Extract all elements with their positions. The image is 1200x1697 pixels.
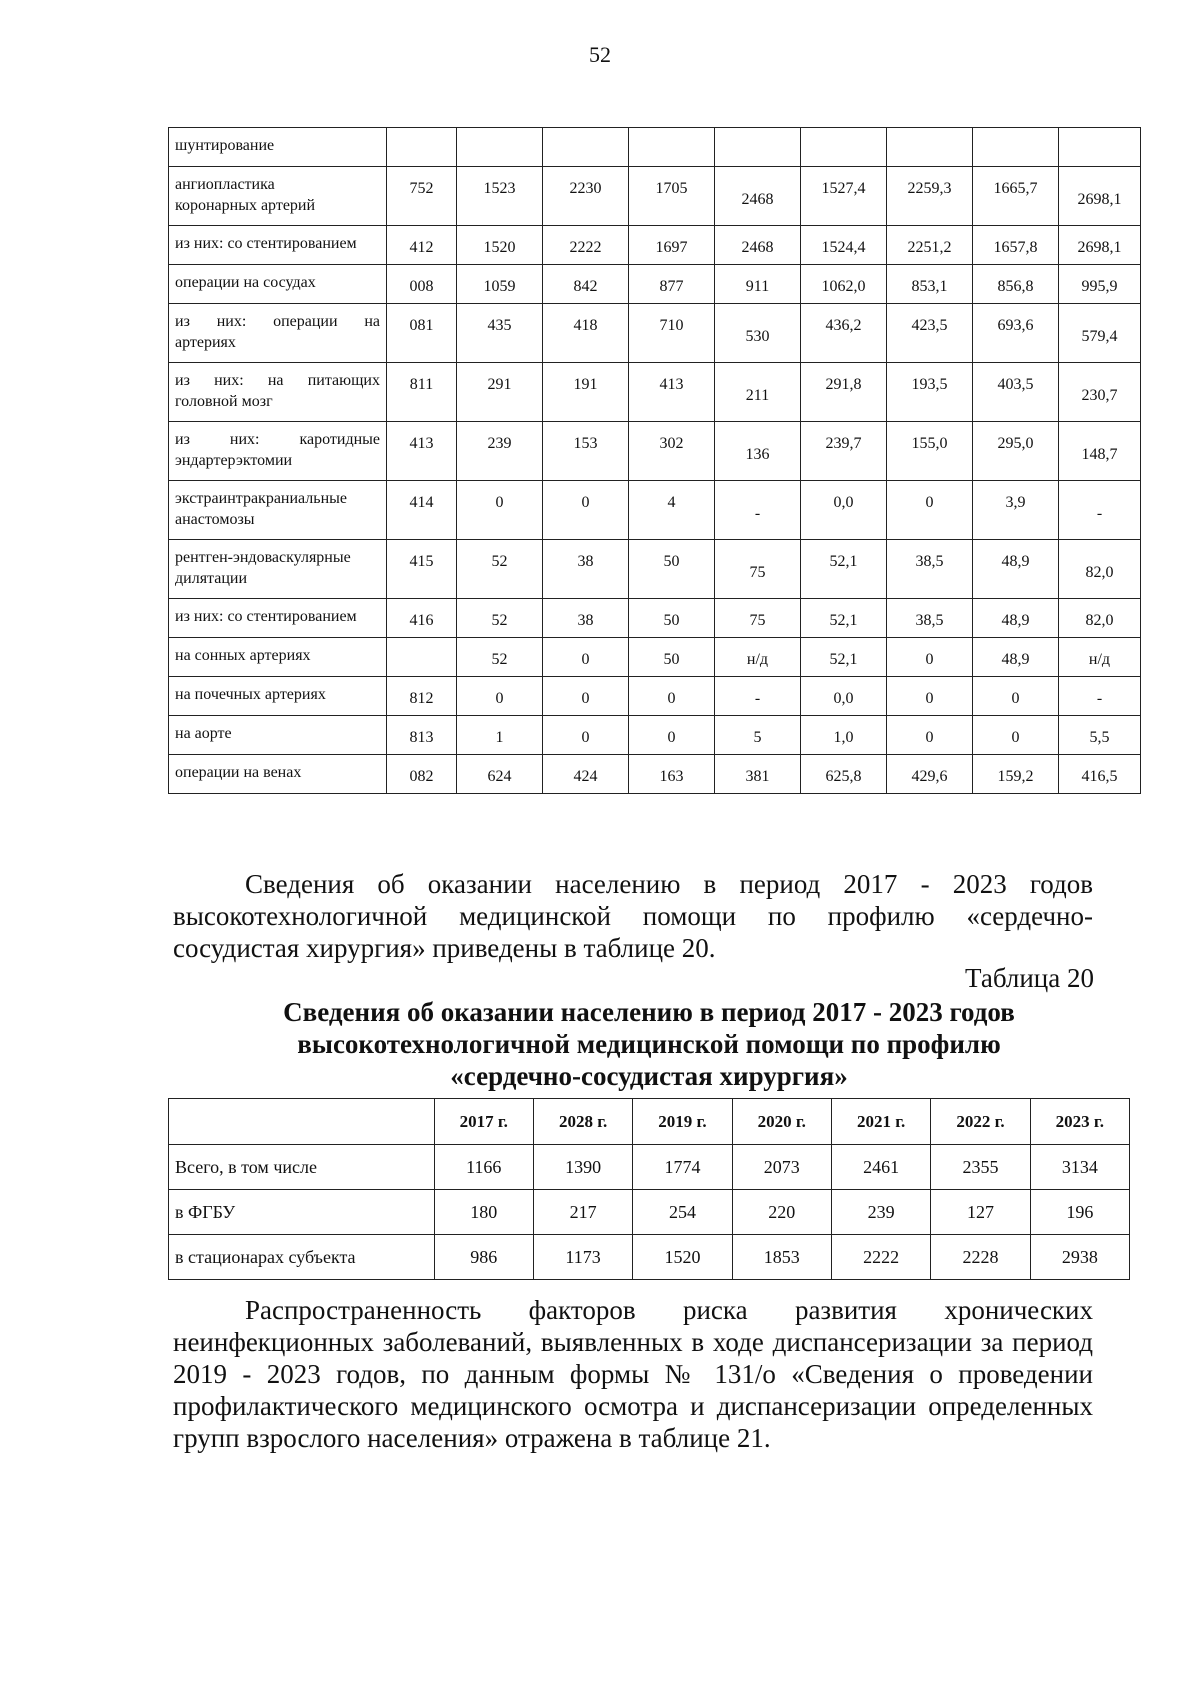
table20-title-line: высокотехнологичной медицинской помощи по профилю bbox=[297, 1029, 1001, 1059]
table20-title bbox=[168, 996, 1130, 1092]
table-cell: 75 bbox=[715, 540, 801, 599]
table-cell: 812 bbox=[387, 677, 457, 716]
table-cell: 0 bbox=[457, 481, 543, 540]
table-cell: 1520 bbox=[457, 226, 543, 265]
table-cell: 877 bbox=[629, 265, 715, 304]
table-cell: н/д bbox=[715, 638, 801, 677]
table-cell bbox=[387, 128, 457, 167]
table-cell: 813 bbox=[387, 716, 457, 755]
table-cell: 1520 bbox=[633, 1235, 732, 1280]
table-cell: 624 bbox=[457, 755, 543, 794]
table-cell: 180 bbox=[434, 1190, 533, 1235]
table-cell: 579,4 bbox=[1059, 304, 1141, 363]
table-cell bbox=[715, 128, 801, 167]
table-cell: 3134 bbox=[1030, 1145, 1129, 1190]
table-cell: 52 bbox=[457, 540, 543, 599]
table-cell: 0 bbox=[543, 481, 629, 540]
table20-header-cell: 2017 г. bbox=[434, 1099, 533, 1145]
table-cell: 48,9 bbox=[973, 540, 1059, 599]
table-cell: 48,9 bbox=[973, 599, 1059, 638]
row-label bbox=[169, 363, 387, 422]
table-cell: 081 bbox=[387, 304, 457, 363]
table-cell: 291 bbox=[457, 363, 543, 422]
table-cell: 295,0 bbox=[973, 422, 1059, 481]
row-label: Всего, в том числе bbox=[169, 1145, 435, 1190]
table-cell: 1527,4 bbox=[801, 167, 887, 226]
table-cell: 5,5 bbox=[1059, 716, 1141, 755]
table-cell: 239 bbox=[831, 1190, 930, 1235]
table-cell: 191 bbox=[543, 363, 629, 422]
table-cell: 52,1 bbox=[801, 599, 887, 638]
table-cell: 1523 bbox=[457, 167, 543, 226]
table20-title-line: Сведения об оказании населению в период 2017 - 2023 годов bbox=[283, 997, 1015, 1027]
table-cell: 48,9 bbox=[973, 638, 1059, 677]
row-label: в стационарах субъекта bbox=[169, 1235, 435, 1280]
table-cell: 239,7 bbox=[801, 422, 887, 481]
table-cell bbox=[629, 128, 715, 167]
table-cell: 2938 bbox=[1030, 1235, 1129, 1280]
table-cell: 1,0 bbox=[801, 716, 887, 755]
row-label: на сонных артериях bbox=[169, 638, 387, 677]
table-row bbox=[169, 304, 1141, 363]
table-cell: - bbox=[1059, 677, 1141, 716]
paragraph-table20-intro bbox=[173, 868, 1093, 964]
table-cell: 435 bbox=[457, 304, 543, 363]
table-row bbox=[169, 128, 1141, 167]
table-cell: 0 bbox=[543, 677, 629, 716]
row-label-line: рентген-эндоваскулярные bbox=[175, 549, 351, 566]
table-cell: 693,6 bbox=[973, 304, 1059, 363]
table-cell: 1853 bbox=[732, 1235, 831, 1280]
table-cell: 254 bbox=[633, 1190, 732, 1235]
table-cell: 0 bbox=[543, 716, 629, 755]
table-cell: 50 bbox=[629, 599, 715, 638]
table-cell: 2355 bbox=[931, 1145, 1030, 1190]
table-row bbox=[169, 481, 1141, 540]
table-cell: 842 bbox=[543, 265, 629, 304]
table-cell: 423,5 bbox=[887, 304, 973, 363]
table-cell: 2468 bbox=[715, 226, 801, 265]
table-row bbox=[169, 677, 1141, 716]
table-row bbox=[169, 599, 1141, 638]
surgery-continuation-table bbox=[168, 127, 1141, 794]
table-cell: 1062,0 bbox=[801, 265, 887, 304]
row-label-line: из них: каротидные bbox=[175, 431, 380, 448]
table-cell: 412 bbox=[387, 226, 457, 265]
table20 bbox=[168, 1098, 1130, 1280]
table20-header-cell: 2023 г. bbox=[1030, 1099, 1129, 1145]
table-cell: 5 bbox=[715, 716, 801, 755]
table-cell: 38 bbox=[543, 599, 629, 638]
row-label-line: экстраинтракраниальные bbox=[175, 490, 347, 507]
table-cell: 38,5 bbox=[887, 540, 973, 599]
table-cell: 0 bbox=[973, 716, 1059, 755]
table-cell: 50 bbox=[629, 540, 715, 599]
table-cell: 0 bbox=[629, 716, 715, 755]
table20-header-cell: 2022 г. bbox=[931, 1099, 1030, 1145]
table-cell: 413 bbox=[629, 363, 715, 422]
table-cell: 2461 bbox=[831, 1145, 930, 1190]
table-cell bbox=[887, 128, 973, 167]
table-cell: 911 bbox=[715, 265, 801, 304]
table-cell: 429,6 bbox=[887, 755, 973, 794]
table-cell: 52,1 bbox=[801, 540, 887, 599]
table-cell: 403,5 bbox=[973, 363, 1059, 422]
table-cell: 0 bbox=[543, 638, 629, 677]
table-cell: 1774 bbox=[633, 1145, 732, 1190]
table-cell: 1665,7 bbox=[973, 167, 1059, 226]
row-label: операции на сосудах bbox=[169, 265, 387, 304]
table20-header-row bbox=[169, 1099, 1130, 1145]
table-cell: 220 bbox=[732, 1190, 831, 1235]
row-label-line: головной мозг bbox=[175, 393, 273, 410]
paragraph-table21-intro bbox=[173, 1294, 1093, 1454]
table-cell: 1166 bbox=[434, 1145, 533, 1190]
table-cell: 1 bbox=[457, 716, 543, 755]
table-cell: 856,8 bbox=[973, 265, 1059, 304]
table-row bbox=[169, 167, 1141, 226]
table-row bbox=[169, 1235, 1130, 1280]
table-cell: 414 bbox=[387, 481, 457, 540]
row-label: на аорте bbox=[169, 716, 387, 755]
table20-header-cell bbox=[169, 1099, 435, 1145]
row-label-line: эндартерэктомии bbox=[175, 452, 293, 469]
table-cell: 2259,3 bbox=[887, 167, 973, 226]
table-cell: 163 bbox=[629, 755, 715, 794]
table-cell: 416,5 bbox=[1059, 755, 1141, 794]
row-label: из них: со стентированием bbox=[169, 226, 387, 265]
table-cell: 418 bbox=[543, 304, 629, 363]
table-row bbox=[169, 1190, 1130, 1235]
table-cell: 0 bbox=[887, 481, 973, 540]
table-cell: 530 bbox=[715, 304, 801, 363]
paragraph-text: Сведения об оказании населению в период 2017 - 2023 годов высокотехнологичной медицинской помощи по профилю «сердечно-сосудистая хирургия» приведены в таблице 20. bbox=[173, 869, 1093, 963]
table-cell: 0 bbox=[887, 677, 973, 716]
table-cell: 38 bbox=[543, 540, 629, 599]
table20-header-cell: 2028 г. bbox=[533, 1099, 632, 1145]
row-label-line: коронарных артерий bbox=[175, 197, 316, 214]
table-cell: 50 bbox=[629, 638, 715, 677]
table-cell bbox=[801, 128, 887, 167]
row-label bbox=[169, 304, 387, 363]
row-label-line: дилятации bbox=[175, 570, 248, 587]
table-cell: 424 bbox=[543, 755, 629, 794]
table-cell: 1657,8 bbox=[973, 226, 1059, 265]
table-cell: 155,0 bbox=[887, 422, 973, 481]
table-cell: 811 bbox=[387, 363, 457, 422]
table-cell: 159,2 bbox=[973, 755, 1059, 794]
table-cell bbox=[457, 128, 543, 167]
table-row bbox=[169, 265, 1141, 304]
table-cell: 3,9 bbox=[973, 481, 1059, 540]
row-label bbox=[169, 167, 387, 226]
table-cell: 0 bbox=[973, 677, 1059, 716]
table-cell: 52,1 bbox=[801, 638, 887, 677]
table-cell: 302 bbox=[629, 422, 715, 481]
table-cell: 1173 bbox=[533, 1235, 632, 1280]
table-cell: 415 bbox=[387, 540, 457, 599]
table-cell: 2222 bbox=[831, 1235, 930, 1280]
table-cell: 008 bbox=[387, 265, 457, 304]
table-cell bbox=[543, 128, 629, 167]
row-label-line: анастомозы bbox=[175, 511, 255, 528]
surgery-continuation-body bbox=[169, 128, 1141, 794]
table-row bbox=[169, 638, 1141, 677]
table-cell: 995,9 bbox=[1059, 265, 1141, 304]
table-cell: 82,0 bbox=[1059, 540, 1141, 599]
row-label-line: из них: на питающих bbox=[175, 372, 380, 389]
table-row bbox=[169, 422, 1141, 481]
table20-header-cell: 2019 г. bbox=[633, 1099, 732, 1145]
table-cell: 416 bbox=[387, 599, 457, 638]
table20-body bbox=[169, 1145, 1130, 1280]
table-cell: 625,8 bbox=[801, 755, 887, 794]
table-cell: 153 bbox=[543, 422, 629, 481]
table-cell: 196 bbox=[1030, 1190, 1129, 1235]
paragraph-text: Распространенность факторов риска развития хронических неинфекционных заболеваний, выявленных в ходе диспансеризации за период 2019 - 2023 годов, по данным формы № 131/о «Сведения о проведении профилактического медицинского осмотра и диспансеризации определенных групп взрослого населения» отражена в таблице 21. bbox=[173, 1295, 1093, 1453]
table-cell: 752 bbox=[387, 167, 457, 226]
table-cell: 2468 bbox=[715, 167, 801, 226]
table-cell: 0 bbox=[629, 677, 715, 716]
row-label: в ФГБУ bbox=[169, 1190, 435, 1235]
table-cell: 2073 bbox=[732, 1145, 831, 1190]
table-row bbox=[169, 755, 1141, 794]
table20-title-line: «сердечно-сосудистая хирургия» bbox=[450, 1061, 848, 1091]
table-cell: - bbox=[1059, 481, 1141, 540]
table-cell: 986 bbox=[434, 1235, 533, 1280]
table-cell: 4 bbox=[629, 481, 715, 540]
table-cell: 38,5 bbox=[887, 599, 973, 638]
table-cell: 2698,1 bbox=[1059, 167, 1141, 226]
table-cell: 193,5 bbox=[887, 363, 973, 422]
table-cell: 1524,4 bbox=[801, 226, 887, 265]
table-cell: 2230 bbox=[543, 167, 629, 226]
table-cell: 75 bbox=[715, 599, 801, 638]
table-cell: 381 bbox=[715, 755, 801, 794]
table-cell: 1697 bbox=[629, 226, 715, 265]
row-label bbox=[169, 422, 387, 481]
table20-header-cell: 2021 г. bbox=[831, 1099, 930, 1145]
table-cell: 2698,1 bbox=[1059, 226, 1141, 265]
table-cell: 853,1 bbox=[887, 265, 973, 304]
table-cell: 0 bbox=[457, 677, 543, 716]
table-cell: 1059 bbox=[457, 265, 543, 304]
row-label: операции на венах bbox=[169, 755, 387, 794]
table-cell: 217 bbox=[533, 1190, 632, 1235]
table-cell: 239 bbox=[457, 422, 543, 481]
table-cell bbox=[973, 128, 1059, 167]
table-cell: 413 bbox=[387, 422, 457, 481]
table-cell: 148,7 bbox=[1059, 422, 1141, 481]
row-label: на почечных артериях bbox=[169, 677, 387, 716]
table-row bbox=[169, 716, 1141, 755]
table-cell: 710 bbox=[629, 304, 715, 363]
table-cell: - bbox=[715, 481, 801, 540]
table-cell: 082 bbox=[387, 755, 457, 794]
table-cell: 0,0 bbox=[801, 677, 887, 716]
table-cell: 0 bbox=[887, 716, 973, 755]
row-label-line: из них: операции на bbox=[175, 313, 380, 330]
table-cell: 136 bbox=[715, 422, 801, 481]
table-cell: 52 bbox=[457, 599, 543, 638]
table-cell: 436,2 bbox=[801, 304, 887, 363]
table-cell: 211 bbox=[715, 363, 801, 422]
row-label: из них: со стентированием bbox=[169, 599, 387, 638]
table-cell: 0 bbox=[887, 638, 973, 677]
table-cell: 1390 bbox=[533, 1145, 632, 1190]
row-label bbox=[169, 481, 387, 540]
table-cell: - bbox=[715, 677, 801, 716]
row-label-line: ангиопластика bbox=[175, 176, 275, 193]
table-cell bbox=[387, 638, 457, 677]
row-label-line: артериях bbox=[175, 334, 236, 351]
table-cell: 127 bbox=[931, 1190, 1030, 1235]
table-cell: 2222 bbox=[543, 226, 629, 265]
table-row bbox=[169, 363, 1141, 422]
table-cell: 230,7 bbox=[1059, 363, 1141, 422]
page-number: 52 bbox=[589, 42, 611, 67]
table20-label: Таблица 20 bbox=[965, 963, 1094, 993]
row-label: шунтирование bbox=[169, 128, 387, 167]
row-label bbox=[169, 540, 387, 599]
table-cell: 291,8 bbox=[801, 363, 887, 422]
table-cell: 82,0 bbox=[1059, 599, 1141, 638]
table20-header-cell: 2020 г. bbox=[732, 1099, 831, 1145]
table-cell: 1705 bbox=[629, 167, 715, 226]
table-cell: 2251,2 bbox=[887, 226, 973, 265]
table-cell bbox=[1059, 128, 1141, 167]
table-cell: н/д bbox=[1059, 638, 1141, 677]
table-row bbox=[169, 226, 1141, 265]
table-row bbox=[169, 1145, 1130, 1190]
table-row bbox=[169, 540, 1141, 599]
table-cell: 52 bbox=[457, 638, 543, 677]
table-cell: 0,0 bbox=[801, 481, 887, 540]
table-cell: 2228 bbox=[931, 1235, 1030, 1280]
